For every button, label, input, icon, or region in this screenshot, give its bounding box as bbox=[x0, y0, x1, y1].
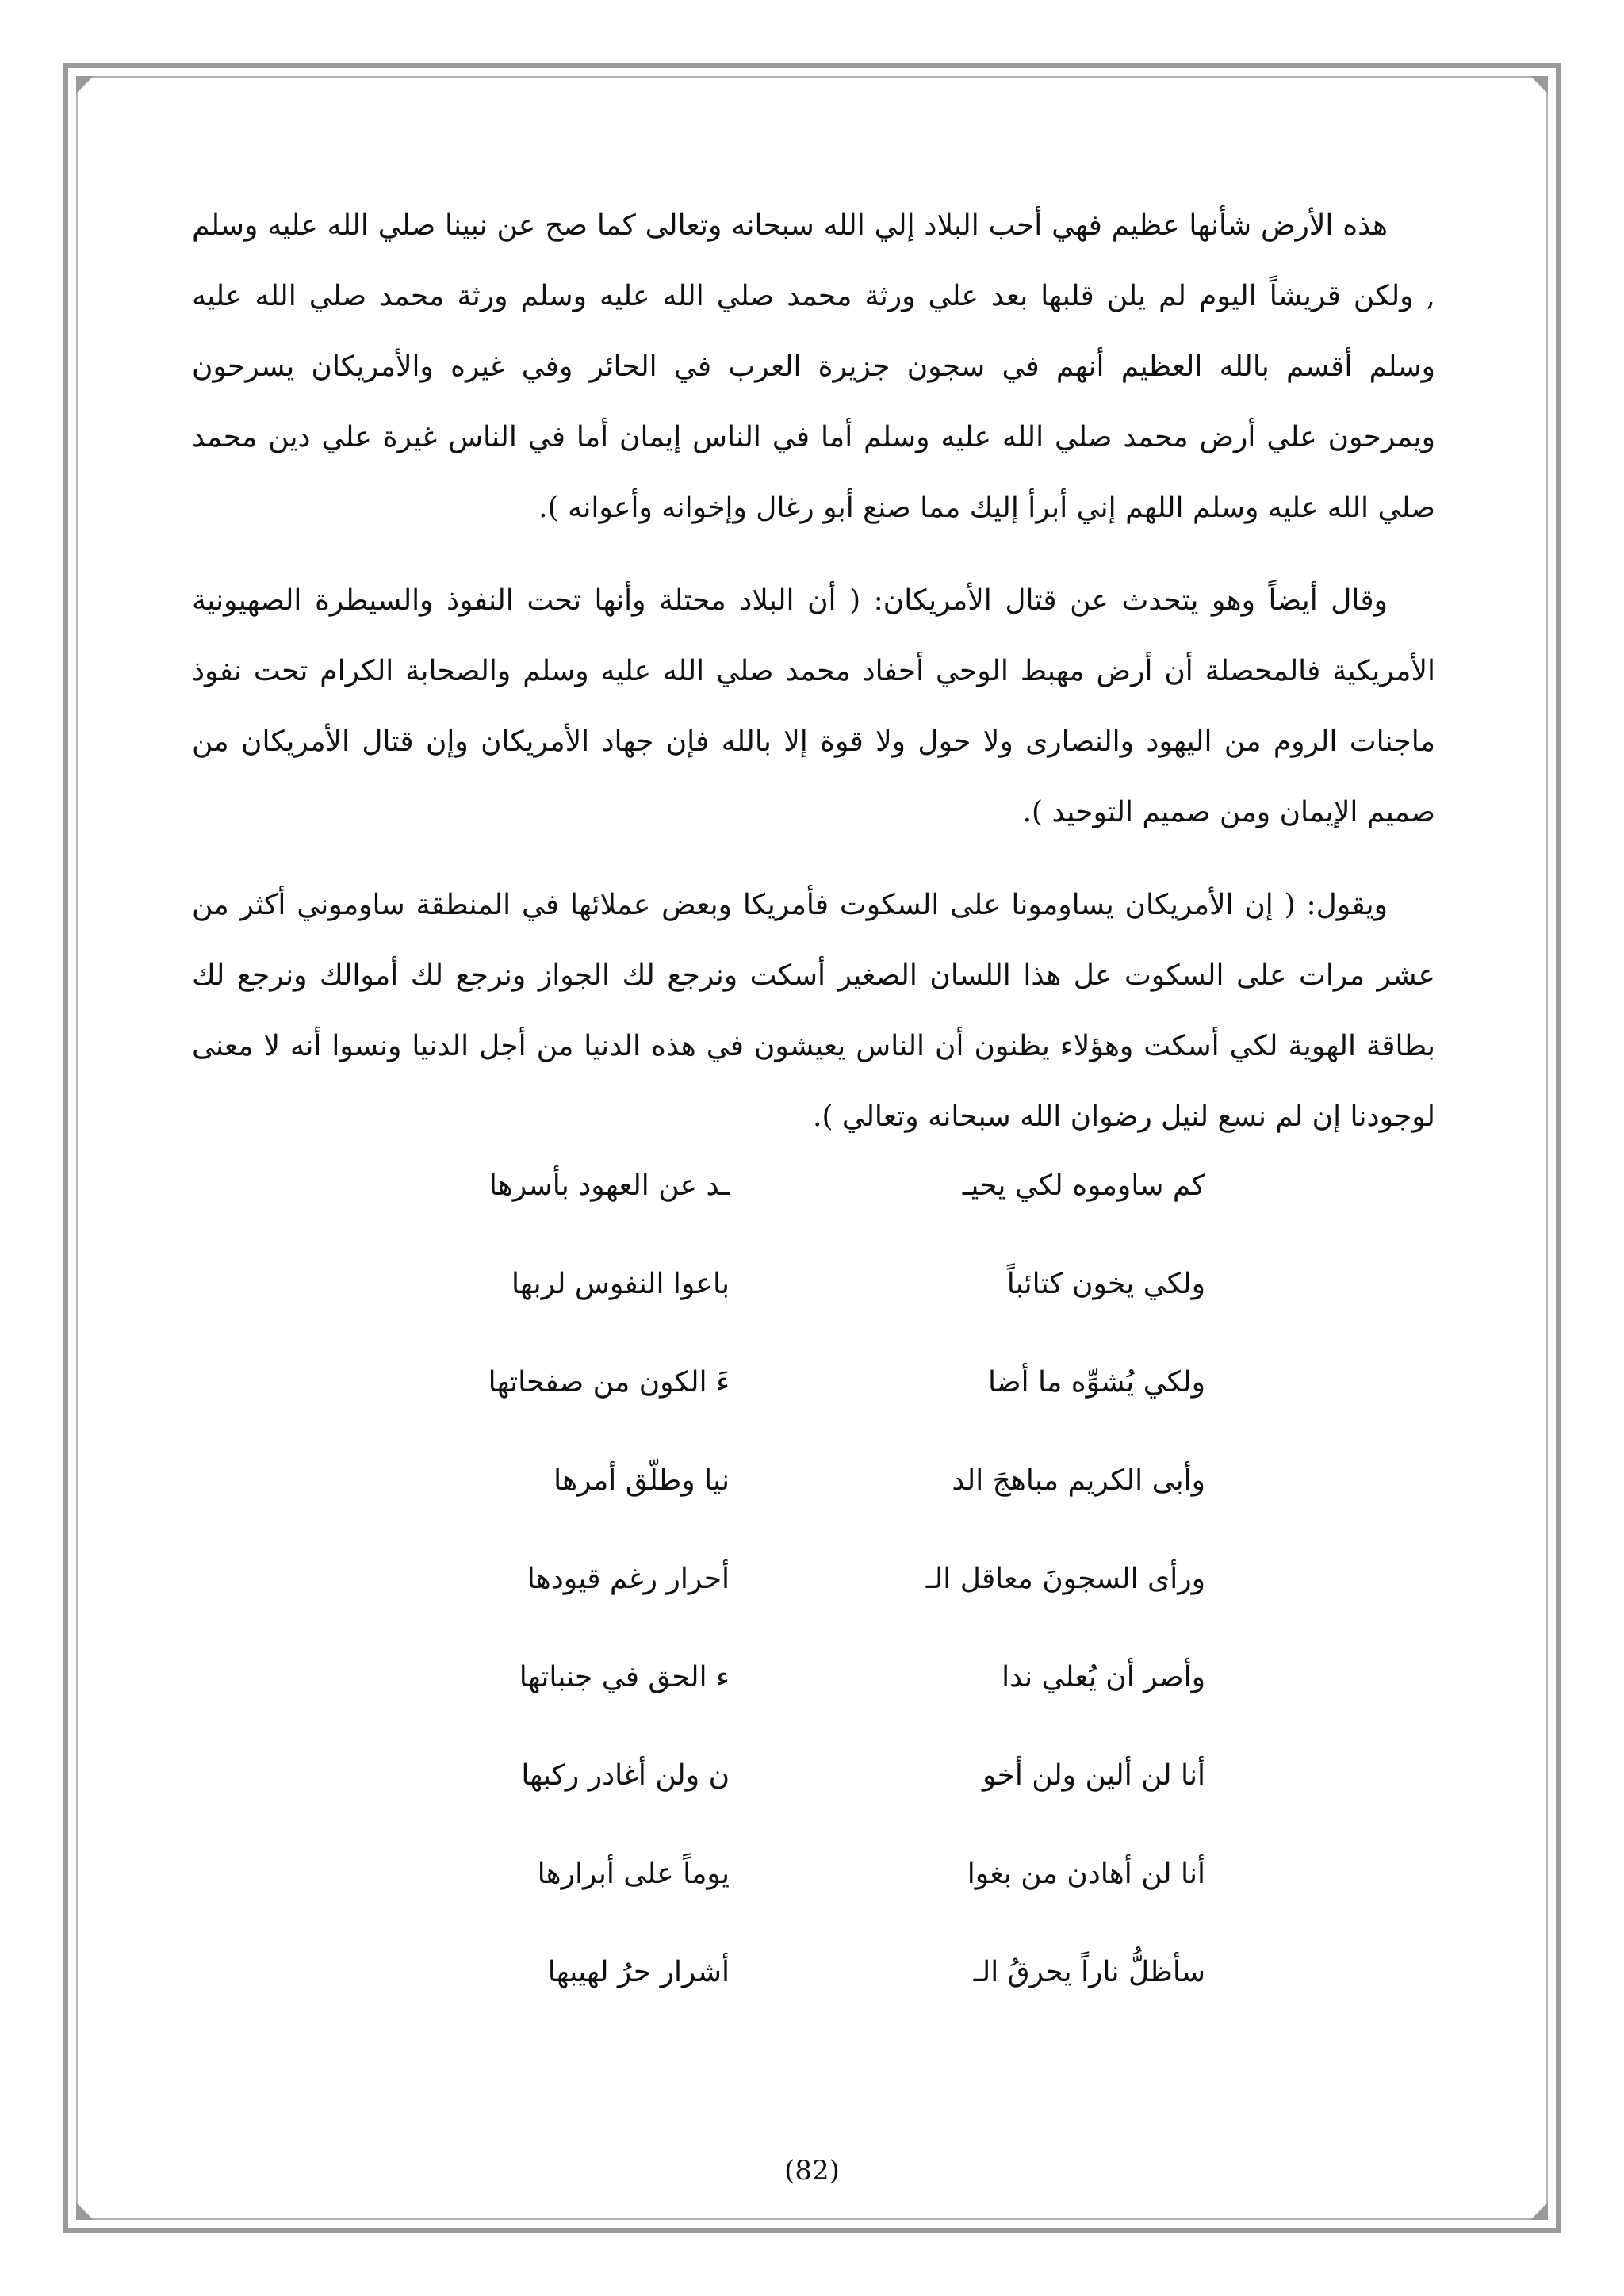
verse-first-hemistich: وأصر أن يُعلي ندا bbox=[1002, 1661, 1205, 1693]
frame-corner-ornament bbox=[76, 76, 94, 94]
verse-second-hemistich: ـد عن العهود بأسرها bbox=[488, 1169, 730, 1202]
page-number: (82) bbox=[784, 2155, 840, 2187]
poem-verse bbox=[444, 1956, 1205, 2054]
verse-first-hemistich: أنا لن ألين ولن أخو bbox=[982, 1759, 1205, 1792]
frame-corner-ornament bbox=[1530, 76, 1548, 94]
poem-verse bbox=[444, 1169, 1205, 1268]
body-text bbox=[192, 190, 1435, 1174]
verse-first-hemistich: سأظلُّ ناراً يحرقُ الـ bbox=[973, 1956, 1205, 1988]
verse-second-hemistich: ء الحق في جنباتها bbox=[519, 1661, 730, 1693]
poem-verse bbox=[444, 1661, 1205, 1759]
verse-second-hemistich: ن ولن أغادر ركبها bbox=[521, 1759, 730, 1792]
frame-corner-ornament bbox=[76, 2202, 94, 2220]
verse-first-hemistich: ولكي يُشوِّه ما أضا bbox=[988, 1366, 1205, 1399]
verse-second-hemistich: أحرار رغم قيودها bbox=[527, 1563, 730, 1595]
frame-corner-ornament bbox=[1530, 2202, 1548, 2220]
verse-first-hemistich: كم ساوموه لكي يحيـ bbox=[962, 1169, 1205, 1202]
verse-second-hemistich: باعوا النفوس لربها bbox=[511, 1268, 730, 1300]
poem bbox=[444, 1169, 1205, 2054]
verse-second-hemistich: يوماً على أبرارها bbox=[537, 1858, 730, 1890]
paragraph: ويقول: ( إن الأمريكان يساومونا على السكوت فأمريكا وبعض عملائها في المنطقة ساوموني أكثر من عشر مرات على السكوت عل هذا اللسان الصغير أسكت ونرجع لك الجواز ونرجع لك أموالك ونرجع لك بطاقة الهوية لكي أسكت وهؤلاء يظنون أن الناس يعيشون في هذه الدنيا من أجل الدنيا ونسوا أنه لا معنى لوجودنا إن لم نسع لنيل رضوان الله سبحانه وتعالي ). bbox=[192, 889, 1435, 1133]
verse-first-hemistich: ورأى السجونَ معاقل الـ bbox=[925, 1563, 1205, 1595]
poem-verse bbox=[444, 1563, 1205, 1661]
verse-first-hemistich: ولكي يخون كتائباً bbox=[1006, 1268, 1205, 1300]
poem-verse bbox=[444, 1464, 1205, 1563]
verse-second-hemistich: ءَ الكون من صفحاتها bbox=[488, 1366, 730, 1399]
poem-verse bbox=[444, 1759, 1205, 1858]
poem-verse bbox=[444, 1858, 1205, 1956]
verse-first-hemistich: أنا لن أهادن من بغوا bbox=[967, 1858, 1205, 1890]
poem-verse bbox=[444, 1268, 1205, 1366]
verse-second-hemistich: نيا وطلّق أمرها bbox=[553, 1464, 730, 1497]
poem-verse bbox=[444, 1366, 1205, 1464]
paragraph: وقال أيضاً وهو يتحدث عن قتال الأمريكان: ( أن البلاد محتلة وأنها تحت النفوذ والسيطرة الصهيونية الأمريكية فالمحصلة أن أرض مهبط الوحي أحفاد محمد صلي الله عليه وسلم والصحابة الكرام تحت نفوذ ماجنات الروم من اليهود والنصارى ولا حول ولا قوة إلا بالله فإن جهاد الأمريكان وإن قتال الأمريكان من صميم الإيمان ومن صميم التوحيد ). bbox=[192, 584, 1435, 828]
verse-first-hemistich: وأبى الكريم مباهجَ الد bbox=[952, 1464, 1205, 1497]
verse-second-hemistich: أشرار حرُ لهيبها bbox=[547, 1956, 730, 1988]
paragraph: هذه الأرض شأنها عظيم فهي أحب البلاد إلي الله سبحانه وتعالى كما صح عن نبينا صلي الله عليه وسلم , ولكن قريشاً اليوم لم يلن قلبها بعد علي ورثة محمد صلي الله عليه وسلم ورثة محمد صلي الله عليه وسلم أقسم بالله العظيم أنهم في سجون جزيرة العرب في الحائر وفي غيره والأمريكان يسرحون ويمرحون علي أرض محمد صلي الله عليه وسلم أما في الناس إيمان أما في الناس غيرة علي دين محمد صلي الله عليه وسلم اللهم إني أبرأ إليك مما صنع أبو رغال وإخوانه وأعوانه ). bbox=[192, 209, 1435, 524]
